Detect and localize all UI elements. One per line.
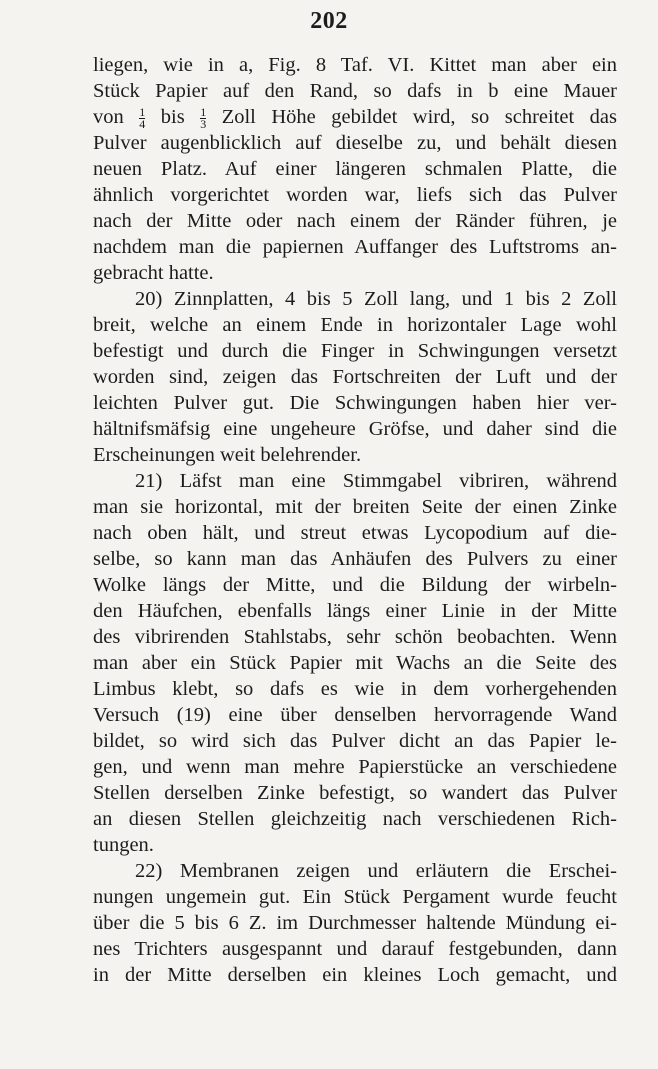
text-line: Stellen derselben Zinke befestigt, so wandert das Pulver <box>93 782 617 804</box>
text-line: gebracht hatte. <box>93 262 214 284</box>
text-line: des vibrirenden Stahlstabs, sehr schön beobachten. Wenn <box>93 626 617 648</box>
fraction-denominator: 3 <box>200 116 207 130</box>
text-line: 21) Läfst man eine Stimmgabel vibriren, während <box>135 470 617 492</box>
fraction-numerator: 1 <box>200 104 207 119</box>
text-line: man sie horizontal, mit der breiten Seite der einen Zinke <box>93 496 617 518</box>
text-line: über die 5 bis 6 Z. im Durchmesser haltende Mündung ei- <box>93 912 617 934</box>
text-line: worden sind, zeigen das Fortschreiten der Luft und der <box>93 366 617 388</box>
text-line: ähnlich vorgerichtet worden war, liefs sich das Pulver <box>93 184 617 206</box>
text-line: Limbus klebt, so dafs es wie in dem vorhergehenden <box>93 678 617 700</box>
text-line: in der Mitte derselben ein kleines Loch gemacht, und <box>93 964 617 986</box>
text-line: an diesen Stellen gleichzeitig nach verschiedenen Rich- <box>93 808 617 830</box>
text-line: neuen Platz. Auf einer längeren schmalen Platte, die <box>93 158 617 180</box>
body-text <box>93 52 617 988</box>
text-line: Versuch (19) eine über denselben hervorragende Wand <box>93 704 617 726</box>
text-line: Stück Papier auf den Rand, so dafs in b eine Mauer <box>93 80 617 102</box>
text-line: nachdem man die papiernen Auffanger des Luftstroms an- <box>93 236 617 258</box>
text-line: Erscheinungen weit belehrender. <box>93 444 362 466</box>
text-line: nach der Mitte oder nach einem der Ränder führen, je <box>93 210 617 232</box>
fraction-numerator: 1 <box>139 104 146 119</box>
text-line: nungen ungemein gut. Ein Stück Pergament wurde feucht <box>93 886 617 908</box>
text-line: leichten Pulver gut. Die Schwingungen haben hier ver- <box>93 392 617 414</box>
text-line: breit, welche an einem Ende in horizontaler Lage wohl <box>93 314 617 336</box>
text-segment: Zoll Höhe gebildet wird, so schreitet das <box>206 106 617 128</box>
text-line: selbe, so kann man das Anhäufen des Pulvers zu einer <box>93 548 617 570</box>
text-line: den Häufchen, ebenfalls längs einer Linie in der Mitte <box>93 600 617 622</box>
text-line: 20) Zinnplatten, 4 bis 5 Zoll lang, und 1 bis 2 Zoll <box>135 288 617 310</box>
text-line: bildet, so wird sich das Pulver dicht an das Papier le- <box>93 730 617 752</box>
text-line: hältnifsmäfsig eine ungeheure Gröfse, und daher sind die <box>93 418 617 440</box>
text-line: nes Trichters ausgespannt und darauf festgebunden, dann <box>93 938 617 960</box>
text-line: man aber ein Stück Papier mit Wachs an die Seite des <box>93 652 617 674</box>
text-line: liegen, wie in a, Fig. 8 Taf. VI. Kittet man aber ein <box>93 54 617 76</box>
text-segment: bis <box>145 106 201 128</box>
page-number: 202 <box>310 8 348 34</box>
fraction-denominator: 4 <box>139 116 146 130</box>
text-line: tungen. <box>93 834 154 856</box>
text-line: gen, und wenn man mehre Papierstücke an verschiedene <box>93 756 617 778</box>
text-line: nach oben hält, und streut etwas Lycopodium auf die- <box>93 522 617 544</box>
text-segment: von <box>93 106 140 128</box>
text-line: Wolke längs der Mitte, und die Bildung der wirbeln- <box>93 574 617 596</box>
text-line: 22) Membranen zeigen und erläutern die Erschei- <box>135 860 617 882</box>
text-line: Pulver augenblicklich auf dieselbe zu, und behält diesen <box>93 132 617 154</box>
text-line <box>93 104 617 130</box>
text-line: befestigt und durch die Finger in Schwingungen versetzt <box>93 340 617 362</box>
